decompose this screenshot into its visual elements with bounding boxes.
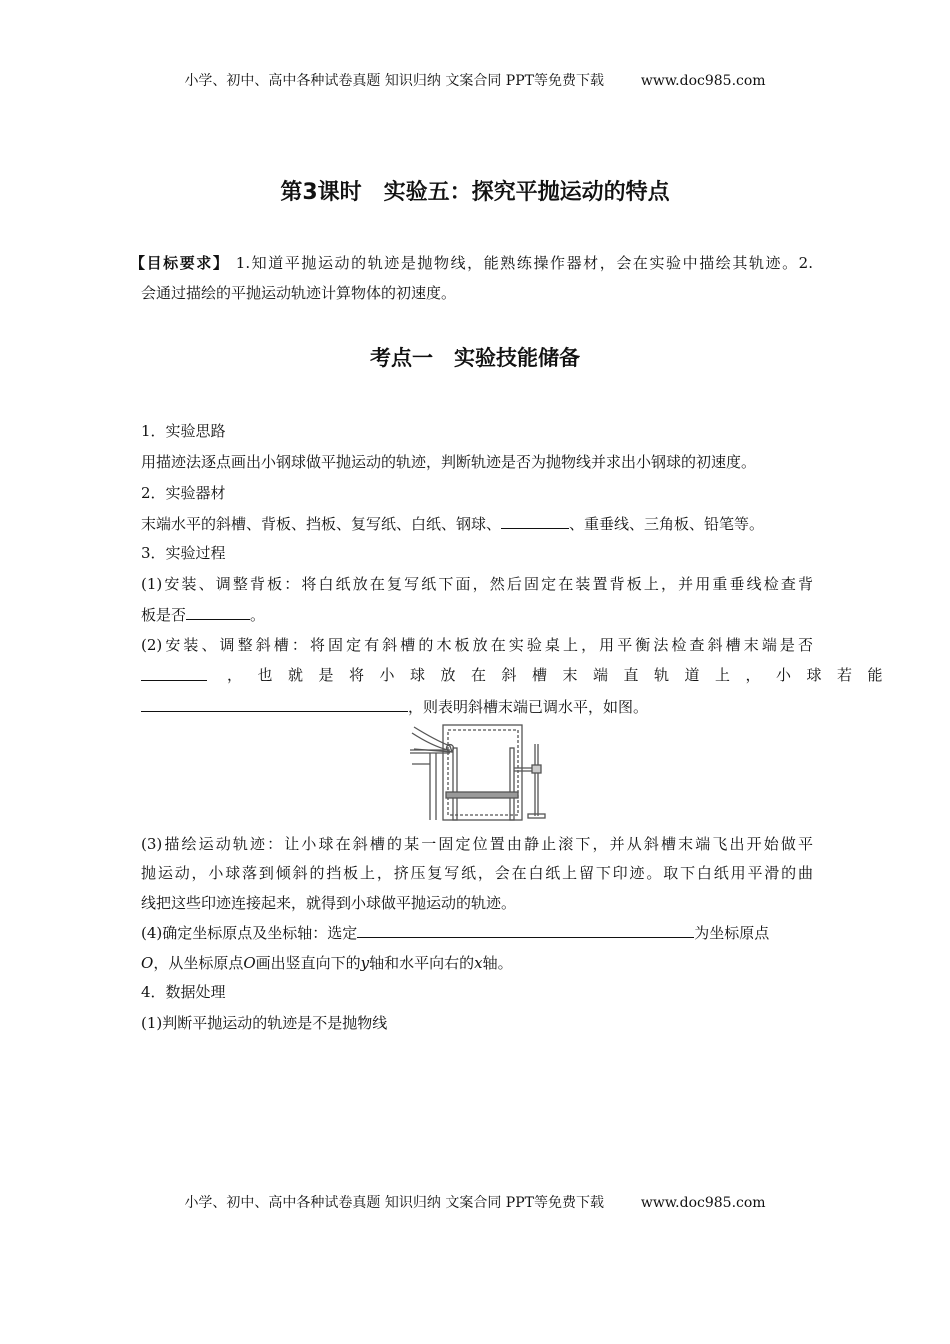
step3-line1: (3)描绘运动轨迹：让小球在斜槽的某一固定位置由静止滚下，并从斜槽末端飞出开始做平 (141, 835, 813, 853)
fill-blank (141, 665, 207, 681)
heading-3: 3．实验过程 (141, 544, 226, 562)
var-o: O (141, 954, 154, 972)
header-text: 小学、初中、高中各种试卷真题 知识归纳 文案合同 PPT等免费下载 (184, 73, 604, 89)
apparatus-figure (410, 722, 560, 822)
paragraph-2 (141, 513, 813, 534)
text: 板是否 (141, 606, 187, 624)
goal-line1 (130, 253, 813, 273)
paragraph-1: 用描迹法逐点画出小钢球做平抛运动的轨迹，判断轨迹是否为抛物线并求出小钢球的初速度。 (141, 453, 757, 471)
text: 。 (250, 606, 266, 624)
fill-blank (141, 696, 408, 712)
text: (4)确定坐标原点及坐标轴：选定 (141, 924, 358, 942)
heading-4: 4．数据处理 (141, 983, 226, 1001)
text: ，则表明斜槽末端已调水平，如图。 (408, 698, 649, 716)
step3-line2: 抛运动，小球落到倾斜的挡板上，挤压复写纸，会在白纸上留下印迹。取下白纸用平滑的曲 (141, 864, 813, 882)
text: 末端水平的斜槽、背板、挡板、复写纸、白纸、钢球、 (141, 515, 502, 533)
heading-1: 1．实验思路 (141, 422, 226, 440)
text: 轴。 (482, 954, 513, 972)
page-title: 第3课时 实验五：探究平抛运动的特点 (280, 180, 670, 205)
page-header (0, 70, 950, 90)
goal-line2: 会通过描绘的平抛运动轨迹计算物体的初速度。 (141, 284, 457, 302)
footer-url: www.doc985.com (640, 1195, 766, 1211)
step2-line2 (141, 665, 899, 685)
step4-line1 (141, 922, 813, 943)
step1-line2 (141, 604, 813, 625)
text: ，从坐标原点 (153, 954, 244, 972)
heading-2: 2．实验器材 (141, 484, 226, 502)
text: 、重垂线、三角板、铅笔等。 (569, 515, 765, 533)
goal-text: 1.知道平抛运动的轨迹是抛物线，能熟练操作器材，会在实验中描绘其轨迹。2. (229, 254, 813, 272)
var-o: O (243, 954, 256, 972)
step1-line1: (1)安装、调整背板：将白纸放在复写纸下面，然后固定在装置背板上，并用重垂线检查背 (141, 575, 813, 593)
text: ，也就是将小球放在斜槽末端直轨道上，小球若能 (227, 666, 899, 684)
header-url: www.doc985.com (640, 73, 766, 89)
var-y: y (360, 954, 370, 972)
text: 为坐标原点 (694, 924, 770, 942)
goal-label: 【目标要求】 (130, 254, 230, 272)
step2-line1: (2)安装、调整斜槽：将固定有斜槽的木板放在实验桌上，用平衡法检查斜槽末端是否 (141, 636, 813, 654)
text: 画出竖直向下的 (255, 954, 361, 972)
data-step1: (1)判断平抛运动的轨迹是不是抛物线 (141, 1014, 388, 1032)
step4-line2 (141, 953, 813, 973)
fill-blank (186, 604, 250, 620)
step3-line3: 线把这些印迹连接起来，就得到小球做平抛运动的轨迹。 (141, 894, 517, 912)
fill-blank (357, 922, 694, 938)
var-x: x (474, 954, 483, 972)
section-heading: 考点一 实验技能储备 (370, 346, 580, 370)
footer-text: 小学、初中、高中各种试卷真题 知识归纳 文案合同 PPT等免费下载 (184, 1195, 604, 1211)
text: 轴和水平向右的 (369, 954, 475, 972)
fill-blank (501, 513, 569, 529)
step2-line3 (141, 696, 813, 717)
page-footer (0, 1192, 950, 1212)
